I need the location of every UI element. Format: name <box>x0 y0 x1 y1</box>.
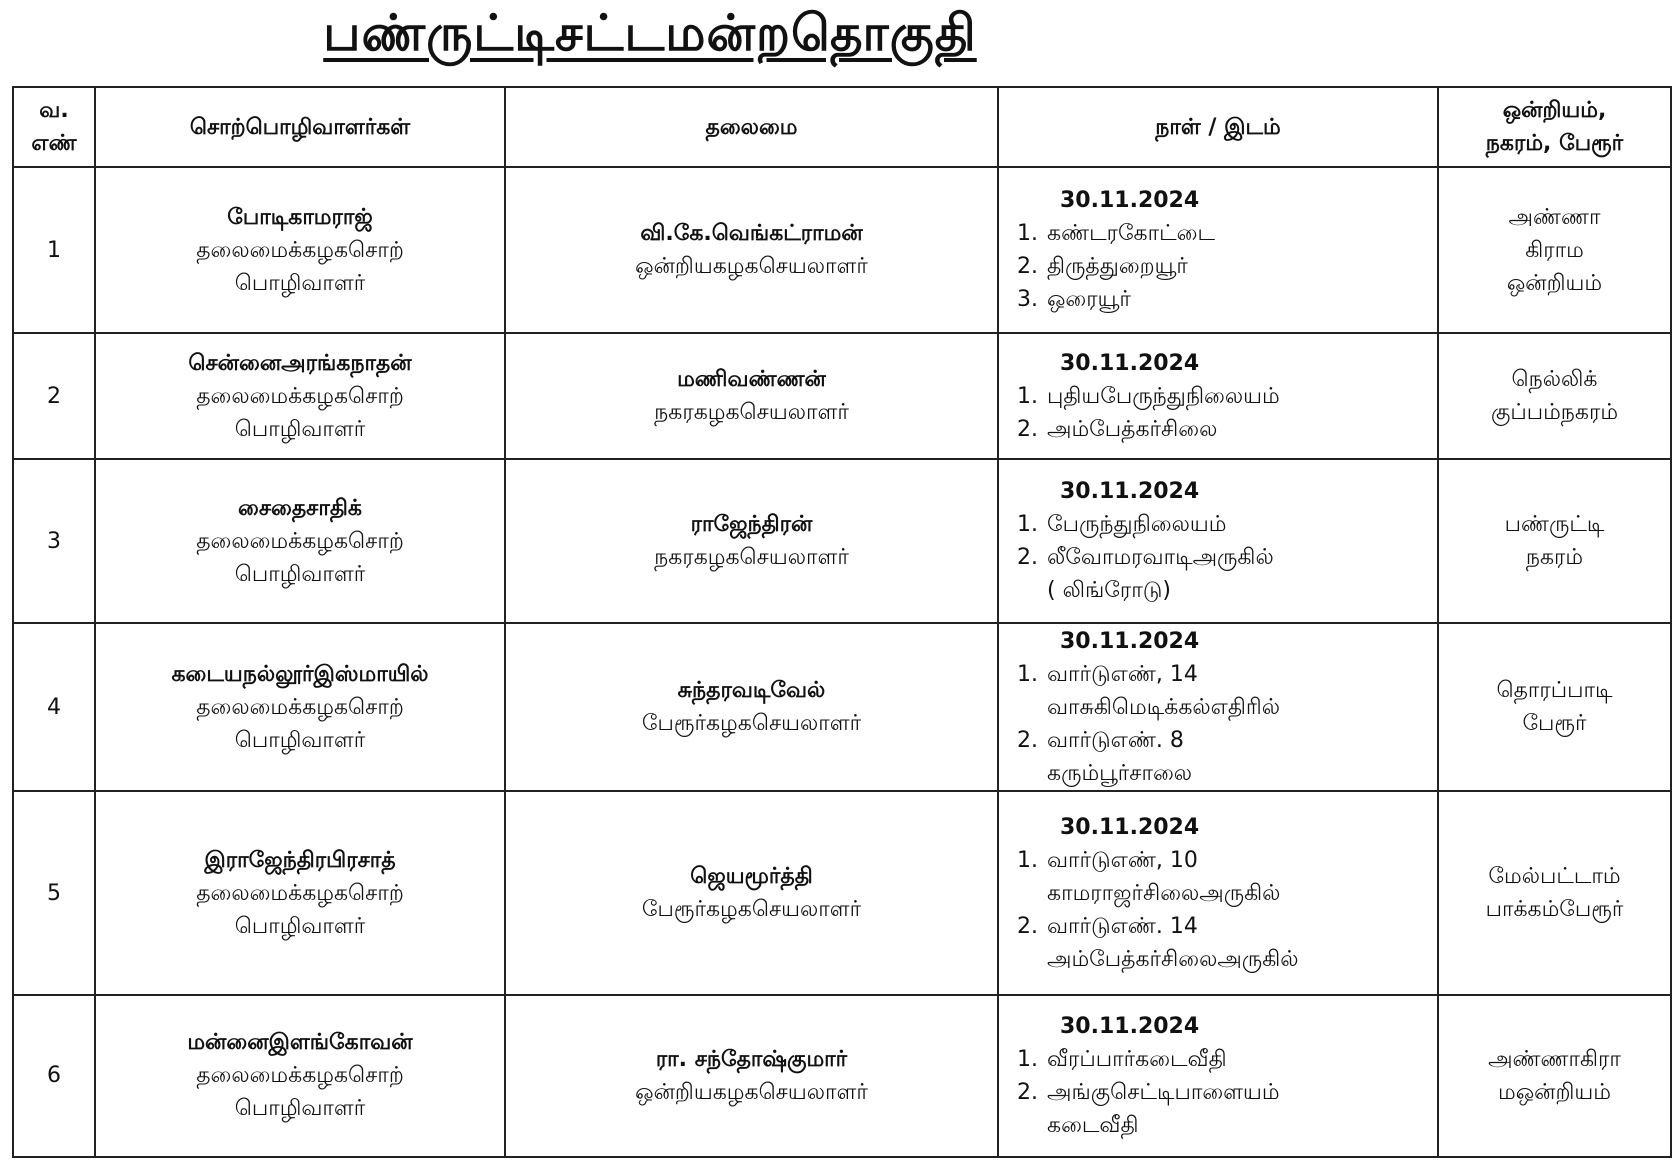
venue-number: 2. <box>1017 727 1038 753</box>
venue-item <box>1005 1043 1431 1076</box>
venue-line: கண்டரகோட்டை <box>1047 221 1215 247</box>
cell-area <box>1438 167 1671 333</box>
cell-serial-no: 6 <box>13 995 95 1157</box>
leader-name: ரா. சந்தோஷ்குமார் <box>655 1046 848 1072</box>
venue-line: வார்டுஎண், 14 <box>1047 661 1198 687</box>
venue-line: திருத்துறையூர் <box>1047 254 1188 280</box>
speaker-role-line2: பொழிவாளர் <box>234 270 366 296</box>
venue-item <box>1005 658 1431 724</box>
cell-leader <box>505 791 998 994</box>
speaker-role-line2: பொழிவாளர் <box>234 561 366 587</box>
venue-line: அம்பேத்கர்சிலைஅருகில் <box>1047 946 1299 972</box>
venue-number: 2. <box>1017 416 1038 442</box>
venue-line: வீரப்பார்கடைவீதி <box>1047 1046 1227 1072</box>
cell-leader <box>505 623 998 791</box>
schedule-table <box>12 86 1672 1158</box>
venue-item <box>1005 380 1431 413</box>
venue-number: 1. <box>1017 661 1038 687</box>
venue-item <box>1005 844 1431 910</box>
venue-number: 1. <box>1017 221 1038 247</box>
speaker-role-line2: பொழிவாளர் <box>234 727 366 753</box>
area-line: ஒன்றியம் <box>1506 270 1603 296</box>
leader-role: பேரூர்கழகசெயலாளர் <box>641 897 862 923</box>
table-row <box>13 623 1671 791</box>
venue-number: 1. <box>1017 847 1038 873</box>
cell-date-place <box>998 333 1438 459</box>
header-area-line2: நகரம், பேரூர் <box>1485 131 1624 156</box>
venue-item <box>1005 541 1431 607</box>
area-line: பண்ருட்டி <box>1504 512 1605 538</box>
header-row <box>13 87 1671 167</box>
leader-name: சுந்தரவடிவேல் <box>677 678 826 704</box>
leader-name: ஜெயமூர்த்தி <box>690 864 813 890</box>
venue-text <box>1047 541 1431 607</box>
cell-date-place <box>998 623 1438 791</box>
venue-text <box>1047 250 1431 283</box>
speaker-role-line1: தலைமைக்கழகசொற் <box>196 528 404 554</box>
cell-leader <box>505 333 998 459</box>
venue-line: வார்டுஎண். 14 <box>1047 913 1198 939</box>
venue-text <box>1047 658 1431 724</box>
table-row <box>13 167 1671 333</box>
header-serial-no <box>13 87 95 167</box>
venue-number: 1. <box>1017 512 1038 538</box>
venue-text <box>1047 413 1431 446</box>
venue-text <box>1047 283 1431 316</box>
cell-serial-no: 5 <box>13 791 95 994</box>
table-row <box>13 333 1671 459</box>
speaker-role-line1: தலைமைக்கழகசொற் <box>196 237 404 263</box>
cell-area <box>1438 791 1671 994</box>
venue-number: 3. <box>1017 287 1038 313</box>
speaker-name: கடையநல்லூர்இஸ்மாயில் <box>171 661 429 687</box>
leader-role: நகரகழகசெயலாளர் <box>654 400 849 426</box>
venue-line: வாசுகிமெடிக்கல்எதிரில் <box>1047 694 1280 720</box>
page-title <box>0 4 1300 69</box>
speaker-name: மன்னைஇளங்கோவன் <box>187 1030 413 1056</box>
venue-number: 1. <box>1017 1046 1038 1072</box>
venue-line: வார்டுஎண். 8 <box>1047 727 1184 753</box>
speaker-role-line2: பொழிவாளர் <box>234 1096 366 1122</box>
event-date: 30.11.2024 <box>1060 479 1200 505</box>
speaker-role-line2: பொழிவாளர் <box>234 416 366 442</box>
area-line: நகரம் <box>1525 545 1584 571</box>
event-date: 30.11.2024 <box>1060 814 1200 840</box>
cell-speaker <box>95 333 505 459</box>
venue-line: அங்குசெட்டிபாளையம் <box>1047 1079 1280 1105</box>
venue-line: வார்டுஎண், 10 <box>1047 847 1198 873</box>
speaker-name: போடிகாமராஜ் <box>227 204 373 230</box>
speaker-role-line1: தலைமைக்கழகசொற் <box>196 1063 404 1089</box>
event-date: 30.11.2024 <box>1060 1013 1200 1039</box>
venue-text <box>1047 217 1431 250</box>
venue-item <box>1005 217 1431 250</box>
event-date: 30.11.2024 <box>1060 188 1200 214</box>
venue-line: லீவோமரவாடிஅருகில் <box>1047 545 1274 571</box>
header-speakers: சொற்பொழிவாளர்கள் <box>95 87 505 167</box>
speaker-name: சைதைசாதிக் <box>238 495 362 521</box>
cell-speaker <box>95 459 505 623</box>
cell-speaker <box>95 791 505 994</box>
venue-number: 2. <box>1017 545 1038 571</box>
area-line: பாக்கம்பேரூர் <box>1485 897 1624 923</box>
cell-serial-no: 3 <box>13 459 95 623</box>
venue-text <box>1047 910 1431 976</box>
leader-name: மணிவண்ணன் <box>677 367 826 393</box>
event-date: 30.11.2024 <box>1060 628 1200 654</box>
area-line: அண்ணாகிரா <box>1488 1046 1621 1072</box>
cell-leader <box>505 995 998 1157</box>
header-area-line1: ஒன்றியம், <box>1502 98 1607 123</box>
area-line: தொரப்பாடி <box>1496 678 1613 704</box>
speaker-name: சென்னைஅரங்கநாதன் <box>188 350 412 376</box>
venue-item <box>1005 508 1431 541</box>
event-date: 30.11.2024 <box>1060 350 1200 376</box>
leader-name: ராஜேந்திரன் <box>690 512 813 538</box>
venue-number: 2. <box>1017 254 1038 280</box>
cell-area <box>1438 459 1671 623</box>
leader-role: ஒன்றியகழகசெயலாளர் <box>635 1079 868 1105</box>
header-date-place: நாள் / இடம் <box>998 87 1438 167</box>
venue-line: காமராஜர்சிலைஅருகில் <box>1047 880 1281 906</box>
venue-line: புதியபேருந்துநிலையம் <box>1047 383 1280 409</box>
area-line: பேரூர் <box>1522 711 1587 737</box>
speaker-role-line1: தலைமைக்கழகசொற் <box>196 383 404 409</box>
venue-item <box>1005 724 1431 790</box>
venue-number: 1. <box>1017 383 1038 409</box>
venue-line: கரும்பூர்சாலை <box>1047 760 1193 786</box>
cell-speaker <box>95 995 505 1157</box>
venue-text <box>1047 1043 1431 1076</box>
header-serial-line1: வ. <box>39 98 69 123</box>
header-serial-line2: எண் <box>31 131 77 156</box>
venue-item <box>1005 283 1431 316</box>
leader-role: நகரகழகசெயலாளர் <box>654 545 849 571</box>
cell-serial-no: 1 <box>13 167 95 333</box>
leader-role: ஒன்றியகழகசெயலாளர் <box>635 254 868 280</box>
leader-name: வி.கே.வெங்கட்ராமன் <box>640 221 863 247</box>
area-line: கிராம <box>1525 237 1584 263</box>
venue-line: அம்பேத்கர்சிலை <box>1047 416 1218 442</box>
venue-text <box>1047 1076 1431 1142</box>
cell-date-place <box>998 459 1438 623</box>
cell-leader <box>505 459 998 623</box>
venue-line: கடைவீதி <box>1047 1112 1139 1138</box>
area-line: மேல்பட்டாம் <box>1488 864 1621 890</box>
cell-leader <box>505 167 998 333</box>
venue-text <box>1047 844 1431 910</box>
speaker-role-line2: பொழிவாளர் <box>234 913 366 939</box>
venue-text <box>1047 380 1431 413</box>
speaker-name: இராஜேந்திரபிரசாத் <box>204 847 396 873</box>
venue-text <box>1047 724 1431 790</box>
venue-item <box>1005 413 1431 446</box>
speaker-role-line1: தலைமைக்கழகசொற் <box>196 880 404 906</box>
speaker-role-line1: தலைமைக்கழகசொற் <box>196 694 404 720</box>
cell-speaker <box>95 623 505 791</box>
cell-date-place <box>998 791 1438 994</box>
leader-role: பேரூர்கழகசெயலாளர் <box>641 711 862 737</box>
header-leader: தலைமை <box>505 87 998 167</box>
cell-date-place <box>998 167 1438 333</box>
venue-item <box>1005 910 1431 976</box>
header-area <box>1438 87 1671 167</box>
area-line: குப்பம்நகரம் <box>1490 400 1619 426</box>
cell-serial-no: 2 <box>13 333 95 459</box>
cell-area <box>1438 995 1671 1157</box>
cell-speaker <box>95 167 505 333</box>
table-row <box>13 459 1671 623</box>
venue-item <box>1005 250 1431 283</box>
cell-area <box>1438 333 1671 459</box>
venue-number: 2. <box>1017 1079 1038 1105</box>
venue-text <box>1047 508 1431 541</box>
table-row <box>13 791 1671 994</box>
venue-line: பேருந்துநிலையம் <box>1047 512 1227 538</box>
table-row <box>13 995 1671 1157</box>
table-body <box>13 167 1671 1157</box>
area-line: அண்ணா <box>1508 204 1601 230</box>
title-text: பண்ருட்டிசட்டமன்றதொகுதி <box>323 4 977 62</box>
cell-serial-no: 4 <box>13 623 95 791</box>
cell-area <box>1438 623 1671 791</box>
venue-item <box>1005 1076 1431 1142</box>
venue-number: 2. <box>1017 913 1038 939</box>
venue-line: ( லிங்ரோடு) <box>1047 578 1171 604</box>
area-line: நெல்லிக் <box>1511 367 1598 393</box>
area-line: மஒன்றியம் <box>1498 1079 1611 1105</box>
venue-line: ஒரையூர் <box>1047 287 1131 313</box>
cell-date-place <box>998 995 1438 1157</box>
